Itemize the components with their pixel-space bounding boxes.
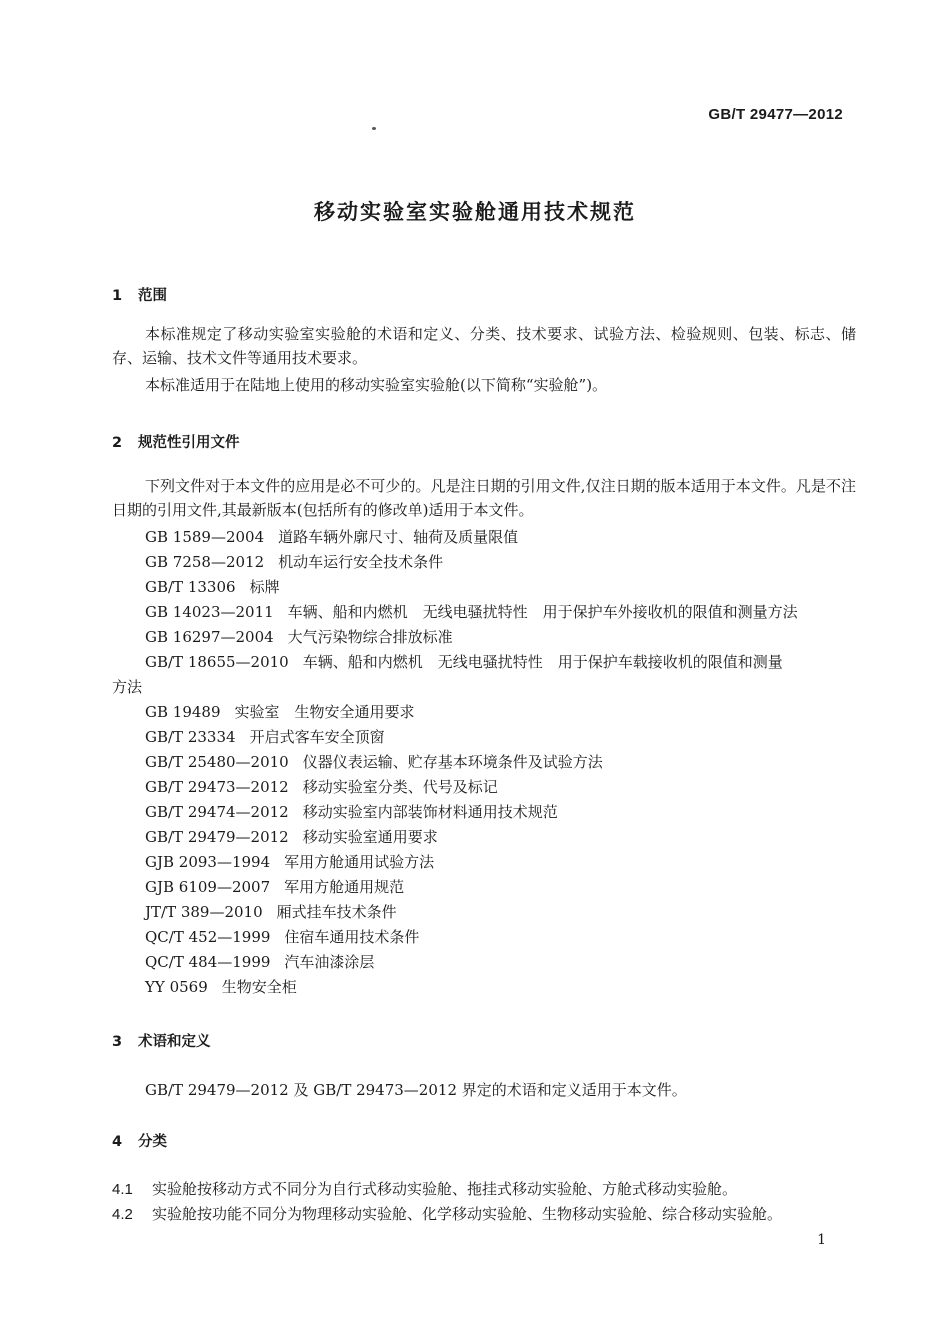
reference-title: 开启式客车安全顶窗 bbox=[249, 728, 385, 746]
reference-title: 车辆、船和内燃机 无线电骚扰特性 用于保护车载接收机的限值和测量 bbox=[302, 653, 783, 671]
reference-title: 实验室 生物安全通用要求 bbox=[234, 703, 415, 721]
section-title: 分类 bbox=[138, 1134, 167, 1150]
normative-refs-intro: 下列文件对于本文件的应用是必不可少的。凡是注日期的引用文件,仅注日期的版本适用于本文件。凡是不注日期的引用文件,其最新版本(包括所有的修改单)适用于本文件。 bbox=[112, 477, 856, 519]
reference-code: YY 0569 bbox=[145, 978, 208, 996]
reference-item bbox=[112, 775, 856, 800]
terms-paragraph: GB/T 29479—2012 及 GB/T 29473—2012 界定的术语和定义适用于本文件。 bbox=[145, 1081, 687, 1099]
section-number: 1 bbox=[112, 288, 123, 304]
reference-item bbox=[112, 600, 856, 625]
section-number: 4 bbox=[112, 1134, 123, 1150]
clause-number: 4.2 bbox=[112, 1206, 133, 1223]
scope-paragraph-2: 本标准适用于在陆地上使用的移动实验室实验舱(以下简称“实验舱”)。 bbox=[145, 376, 608, 394]
reference-item bbox=[112, 700, 856, 725]
reference-code: GB/T 29473—2012 bbox=[145, 778, 289, 796]
reference-code: GB 7258—2012 bbox=[145, 553, 265, 571]
section-heading-terms bbox=[112, 1030, 211, 1051]
section-heading-classification bbox=[112, 1130, 167, 1151]
reference-code: GB/T 25480—2010 bbox=[145, 753, 289, 771]
scan-speck bbox=[372, 127, 376, 130]
section-title: 规范性引用文件 bbox=[138, 435, 240, 451]
reference-item bbox=[112, 550, 856, 575]
reference-item bbox=[112, 900, 856, 925]
reference-item bbox=[112, 800, 856, 825]
reference-code: GB/T 13306 bbox=[145, 578, 236, 596]
reference-item bbox=[112, 650, 856, 675]
page-number: 1 bbox=[817, 1232, 826, 1248]
section-number: 3 bbox=[112, 1034, 123, 1050]
reference-code: GJB 6109—2007 bbox=[145, 878, 271, 896]
reference-code: JT/T 389—2010 bbox=[145, 903, 263, 921]
reference-item bbox=[112, 625, 856, 650]
reference-code: GB/T 23334 bbox=[145, 728, 236, 746]
reference-title: 机动车运行安全技术条件 bbox=[278, 553, 444, 571]
reference-title: 移动实验室内部装饰材料通用技术规范 bbox=[302, 803, 558, 821]
standard-code: GB/T 29477—2012 bbox=[708, 106, 843, 123]
clause-text: 实验舱按功能不同分为物理移动实验舱、化学移动实验舱、生物移动实验舱、综合移动实验舱。 bbox=[152, 1205, 783, 1223]
section-heading-scope bbox=[112, 284, 167, 305]
reference-code: GB/T 18655—2010 bbox=[145, 653, 289, 671]
reference-title: 移动实验室分类、代号及标记 bbox=[302, 778, 498, 796]
section-heading-normative-refs bbox=[112, 431, 240, 452]
reference-title-continuation: 方法 bbox=[112, 678, 143, 696]
reference-title: 道路车辆外廓尺寸、轴荷及质量限值 bbox=[278, 528, 519, 546]
reference-item bbox=[112, 950, 856, 975]
reference-item bbox=[112, 525, 856, 550]
reference-item bbox=[112, 850, 856, 875]
reference-title: 军用方舱通用试验方法 bbox=[284, 853, 435, 871]
reference-code: GJB 2093—1994 bbox=[145, 853, 271, 871]
reference-code: GB 16297—2004 bbox=[145, 628, 274, 646]
reference-title: 标牌 bbox=[249, 578, 280, 596]
reference-title: 车辆、船和内燃机 无线电骚扰特性 用于保护车外接收机的限值和测量方法 bbox=[287, 603, 798, 621]
reference-title: 大气污染物综合排放标准 bbox=[287, 628, 453, 646]
reference-item bbox=[112, 975, 856, 1000]
section-number: 2 bbox=[112, 435, 123, 451]
scope-paragraph-1: 本标准规定了移动实验室实验舱的术语和定义、分类、技术要求、试验方法、检验规则、包装、标志、储存、运输、技术文件等通用技术要求。 bbox=[112, 325, 856, 367]
reference-title: 住宿车通用技术条件 bbox=[284, 928, 420, 946]
reference-code: GB 19489 bbox=[145, 703, 221, 721]
clause-text: 实验舱按移动方式不同分为自行式移动实验舱、拖挂式移动实验舱、方舱式移动实验舱。 bbox=[152, 1180, 738, 1198]
reference-title: 仪器仪表运输、贮存基本环境条件及试验方法 bbox=[302, 753, 603, 771]
reference-item bbox=[112, 825, 856, 850]
clause-number: 4.1 bbox=[112, 1181, 133, 1198]
reference-item bbox=[112, 575, 856, 600]
reference-list bbox=[112, 525, 856, 1000]
reference-item bbox=[112, 875, 856, 900]
reference-title: 生物安全柜 bbox=[221, 978, 297, 996]
clause-4-1 bbox=[112, 1177, 856, 1202]
reference-title: 军用方舱通用规范 bbox=[284, 878, 405, 896]
reference-code: QC/T 484—1999 bbox=[145, 953, 271, 971]
reference-item bbox=[112, 750, 856, 775]
reference-code: GB 1589—2004 bbox=[145, 528, 265, 546]
document-title: 移动实验室实验舱通用技术规范 bbox=[314, 200, 636, 224]
reference-item bbox=[112, 725, 856, 750]
reference-title: 汽车油漆涂层 bbox=[284, 953, 375, 971]
section-title: 范围 bbox=[138, 288, 167, 304]
section-title: 术语和定义 bbox=[138, 1034, 211, 1050]
reference-code: GB 14023—2011 bbox=[145, 603, 274, 621]
clause-4-2 bbox=[112, 1202, 856, 1227]
reference-code: GB/T 29474—2012 bbox=[145, 803, 289, 821]
reference-item bbox=[112, 925, 856, 950]
reference-title: 移动实验室通用要求 bbox=[302, 828, 438, 846]
reference-code: QC/T 452—1999 bbox=[145, 928, 271, 946]
reference-code: GB/T 29479—2012 bbox=[145, 828, 289, 846]
reference-title: 厢式挂车技术条件 bbox=[276, 903, 397, 921]
